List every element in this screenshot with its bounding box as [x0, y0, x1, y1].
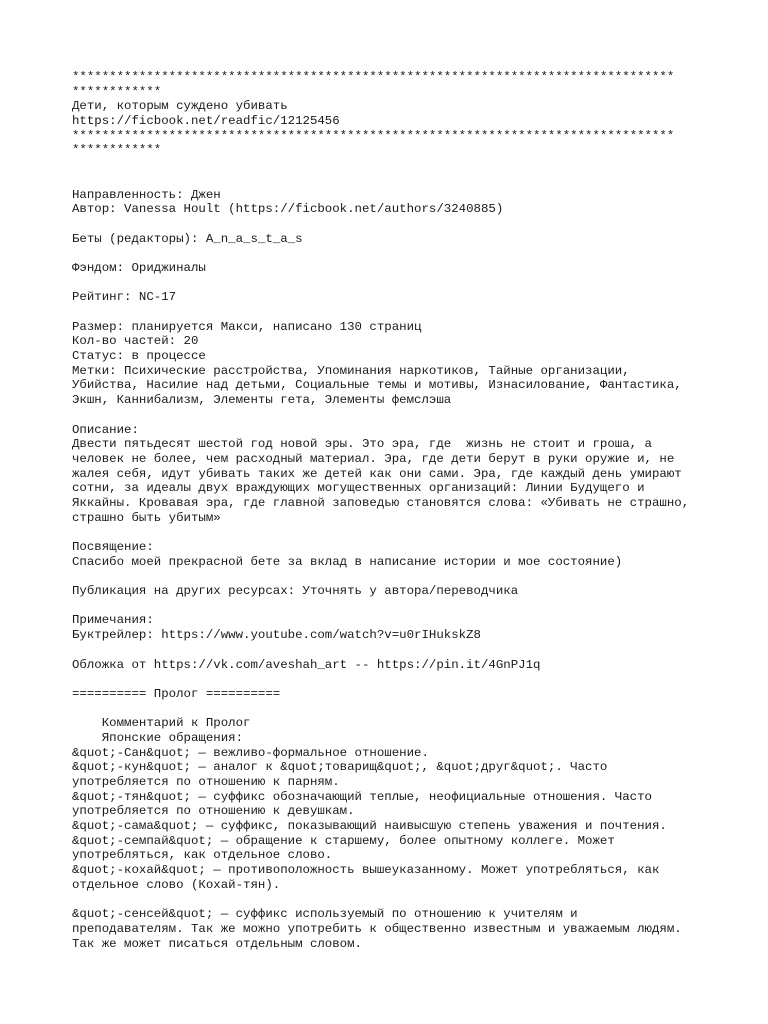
tags-field: Метки: Психические расстройства, Упоминания наркотиков, Тайные организации, [72, 363, 630, 378]
honorific-line: употребляется по отношению к парням. [72, 775, 340, 789]
description-line: жалея себя, идут убивать таких же детей как они сами. Эра, где каждый день умирают [72, 466, 682, 481]
separator-line-wrap: ************ [72, 84, 162, 99]
dedication-text: Спасибо моей прекрасной бете за вклад в написание истории и мое состояние) [72, 554, 623, 569]
description-line: сотни, за идеалы двух враждующих могущественных организаций: Линии Будущего и [72, 481, 645, 496]
chapter-title: ========== Пролог ========== [72, 686, 281, 701]
fandom-field: Фэндом: Ориджиналы [72, 260, 206, 275]
size-field: Размер: планируется Макси, написано 130 страниц [72, 319, 422, 334]
direction-field: Направленность: Джен [72, 187, 221, 202]
status-field: Статус: в процессе [72, 349, 206, 364]
description-line: человек не более, чем расходный материал. Эра, где дети берут в руки оружие и, не [72, 451, 675, 466]
honorific-line: &quot;-сенсей&quot; — суффикс используемый по отношению к учителям и [72, 907, 578, 922]
honorific-line: &quot;-сама&quot; — суффикс, показывающий наивысшую степень уважения и почтения. [72, 819, 667, 834]
honorific-line: &quot;-тян&quot; — суффикс обозначающий теплые, неофициальные отношения. Часто [72, 789, 652, 804]
publication-field: Публикация на других ресурсах: Уточнять у автора/переводчика [72, 584, 519, 599]
honorific-line: Так же может писаться отдельным словом. [72, 936, 362, 951]
honorific-line: отдельное слово (Кохай-тян). [72, 877, 281, 892]
description-line: Двести пятьдесят шестой год новой эры. Это эра, где жизнь не стоит и гроша, а [72, 437, 652, 452]
honorific-line: употребляться, как отдельное слово. [72, 848, 333, 863]
tags-field: Экшн, Каннибализм, Элементы гета, Элементы фемслэша [72, 393, 452, 408]
honorific-line: &quot;-кун&quot; — аналог к &quot;товарищ&quot;, &quot;друг&quot;. Часто [72, 760, 608, 775]
chapter-comment-heading: Комментарий к Пролог [72, 716, 251, 731]
tags-field: Убийства, Насилие над детьми, Социальные темы и мотивы, Изнасилование, Фантастика, [72, 378, 682, 393]
author-field: Автор: Vanessa Hoult (https://ficbook.net/authors/3240885) [72, 202, 504, 217]
separator-line-wrap: ************ [72, 143, 162, 158]
honorific-line: &quot;-семпай&quot; — обращение к старшему, более опытному коллеге. Может [72, 833, 615, 848]
description-heading: Описание: [72, 422, 139, 437]
honorific-line: &quot;-кохай&quot; — противоположность вышеуказанному. Может употребляться, как [72, 863, 660, 878]
trailer-link: Буктрейлер: https://www.youtube.com/watch?v=u0rIHukskZ8 [72, 628, 481, 643]
separator-line: ********************************************************************************* [72, 70, 675, 84]
notes-heading: Примечания: [72, 613, 154, 628]
honorific-line: употребляется по отношению к девушкам. [72, 804, 355, 819]
parts-field: Кол-во частей: 20 [72, 334, 199, 349]
description-line: Яккайны. Кровавая эра, где главной заповедью становятся слова: «Убивать не страшно, [72, 495, 690, 510]
work-url: https://ficbook.net/readfic/12125456 [72, 114, 340, 129]
cover-credit: Обложка от https://vk.com/aveshah_art -- https://pin.it/4GnPJ1q [72, 657, 541, 672]
document-page [72, 70, 712, 951]
betas-field: Беты (редакторы): A_n_a_s_t_a_s [72, 231, 303, 246]
separator-line: ********************************************************************************* [72, 128, 675, 143]
dedication-heading: Посвящение: [72, 540, 154, 554]
honorific-line: преподавателям. Так же можно употребить к общественно известным и уважаемым людям. [72, 921, 682, 936]
description-line: страшно быть убитым» [72, 510, 221, 525]
work-title: Дети, которым суждено убивать [72, 99, 288, 114]
honorific-line: &quot;-Сан&quot; — вежливо-формальное отношение. [72, 745, 429, 760]
rating-field: Рейтинг: NC-17 [72, 290, 177, 305]
honorifics-heading: Японские обращения: [72, 730, 244, 745]
